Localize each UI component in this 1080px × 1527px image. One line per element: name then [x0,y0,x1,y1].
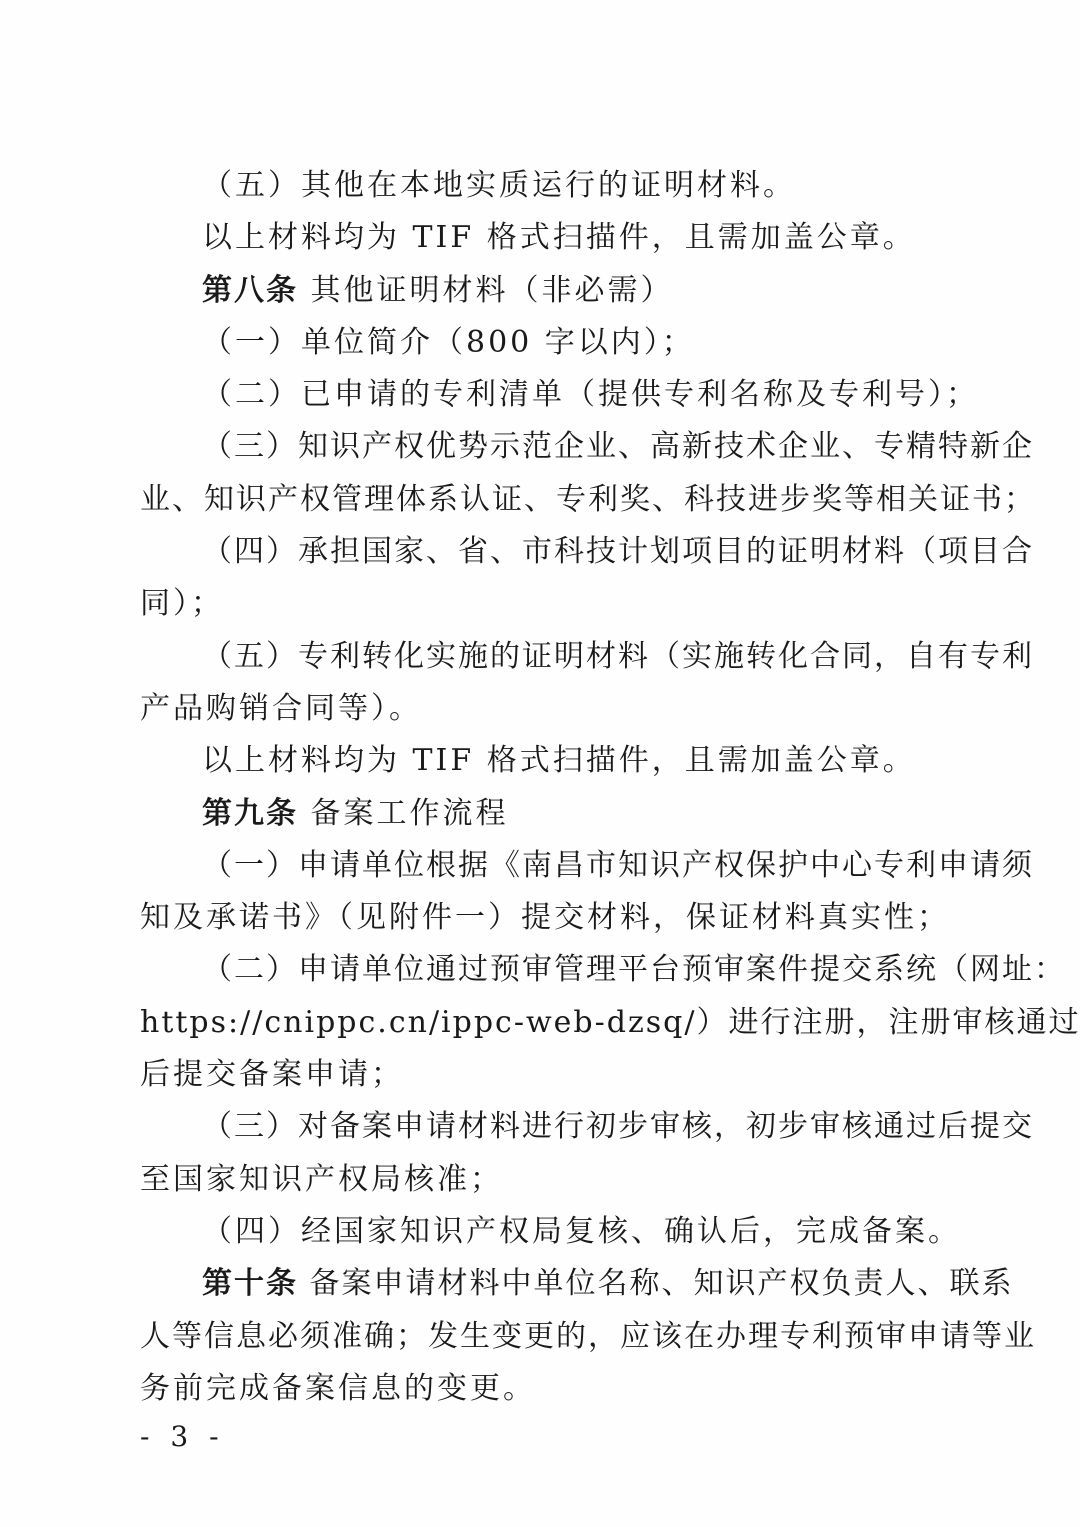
paragraph-line: 同）； [140,586,224,622]
article-8-heading-line: 第八条 其他证明材料（非必需） [202,272,674,308]
paragraph-line: 业、知识产权管理体系认证、专利奖、科技进步奖等相关证书； [140,481,1036,517]
paragraph-line: 人等信息必须准确；发生变更的，应该在办理专利预审申请等业 [140,1318,1036,1354]
paragraph-line: 后提交备案申请； [140,1057,404,1093]
document-body [140,160,1080,1415]
url-line: https://cnippc.cn/ippc-web-dzsq/）进行注册，注册审核通过 [140,1004,1080,1040]
paragraph-line: （三）对备案申请材料进行初步审核，初步审核通过后提交 [202,1109,1034,1145]
paragraph-line: 以上材料均为 TIF 格式扫描件，且需加盖公章。 [202,220,916,256]
paragraph-line: （四）承担国家、省、市科技计划项目的证明材料（项目合 [202,534,1034,570]
paragraph-line: 知及承诺书》（见附件一）提交材料，保证材料真实性； [140,900,950,936]
page-number: - 3 - [140,1420,225,1453]
paragraph-line: （二）已申请的专利清单（提供专利名称及专利号）； [202,377,979,413]
paragraph-line: （四）经国家知识产权局复核、确认后，完成备案。 [202,1213,961,1249]
article-8-label: 第八条 [202,272,298,308]
paragraph-line: 至国家知识产权局核准； [140,1161,503,1197]
paragraph-line: （二）申请单位通过预审管理平台预审案件提交系统（网址： [202,952,1066,988]
paragraph-line: 务前完成备案信息的变更。 [140,1370,536,1406]
article-10-label: 第十条 [202,1266,298,1302]
paragraph-line: （五）其他在本地实质运行的证明材料。 [202,168,796,203]
article-9-heading-line: 第九条 备案工作流程 [202,795,509,831]
paragraph-line: （三）知识产权优势示范企业、高新技术企业、专精特新企 [202,429,1034,465]
paragraph-line: （一）单位简介（800 字以内）； [202,324,695,360]
article-10-heading-line: 第十条 备案申请材料中单位名称、知识产权负责人、联系 [202,1266,1014,1302]
article-9-label: 第九条 [202,795,298,831]
paragraph-line: （一）申请单位根据《南昌市知识产权保护中心专利申请须 [202,847,1034,883]
paragraph-line: （五）专利转化实施的证明材料（实施转化合同，自有专利 [202,638,1034,674]
paragraph-line: 以上材料均为 TIF 格式扫描件，且需加盖公章。 [202,743,916,779]
paragraph-line: 产品购销合同等）。 [140,690,422,726]
